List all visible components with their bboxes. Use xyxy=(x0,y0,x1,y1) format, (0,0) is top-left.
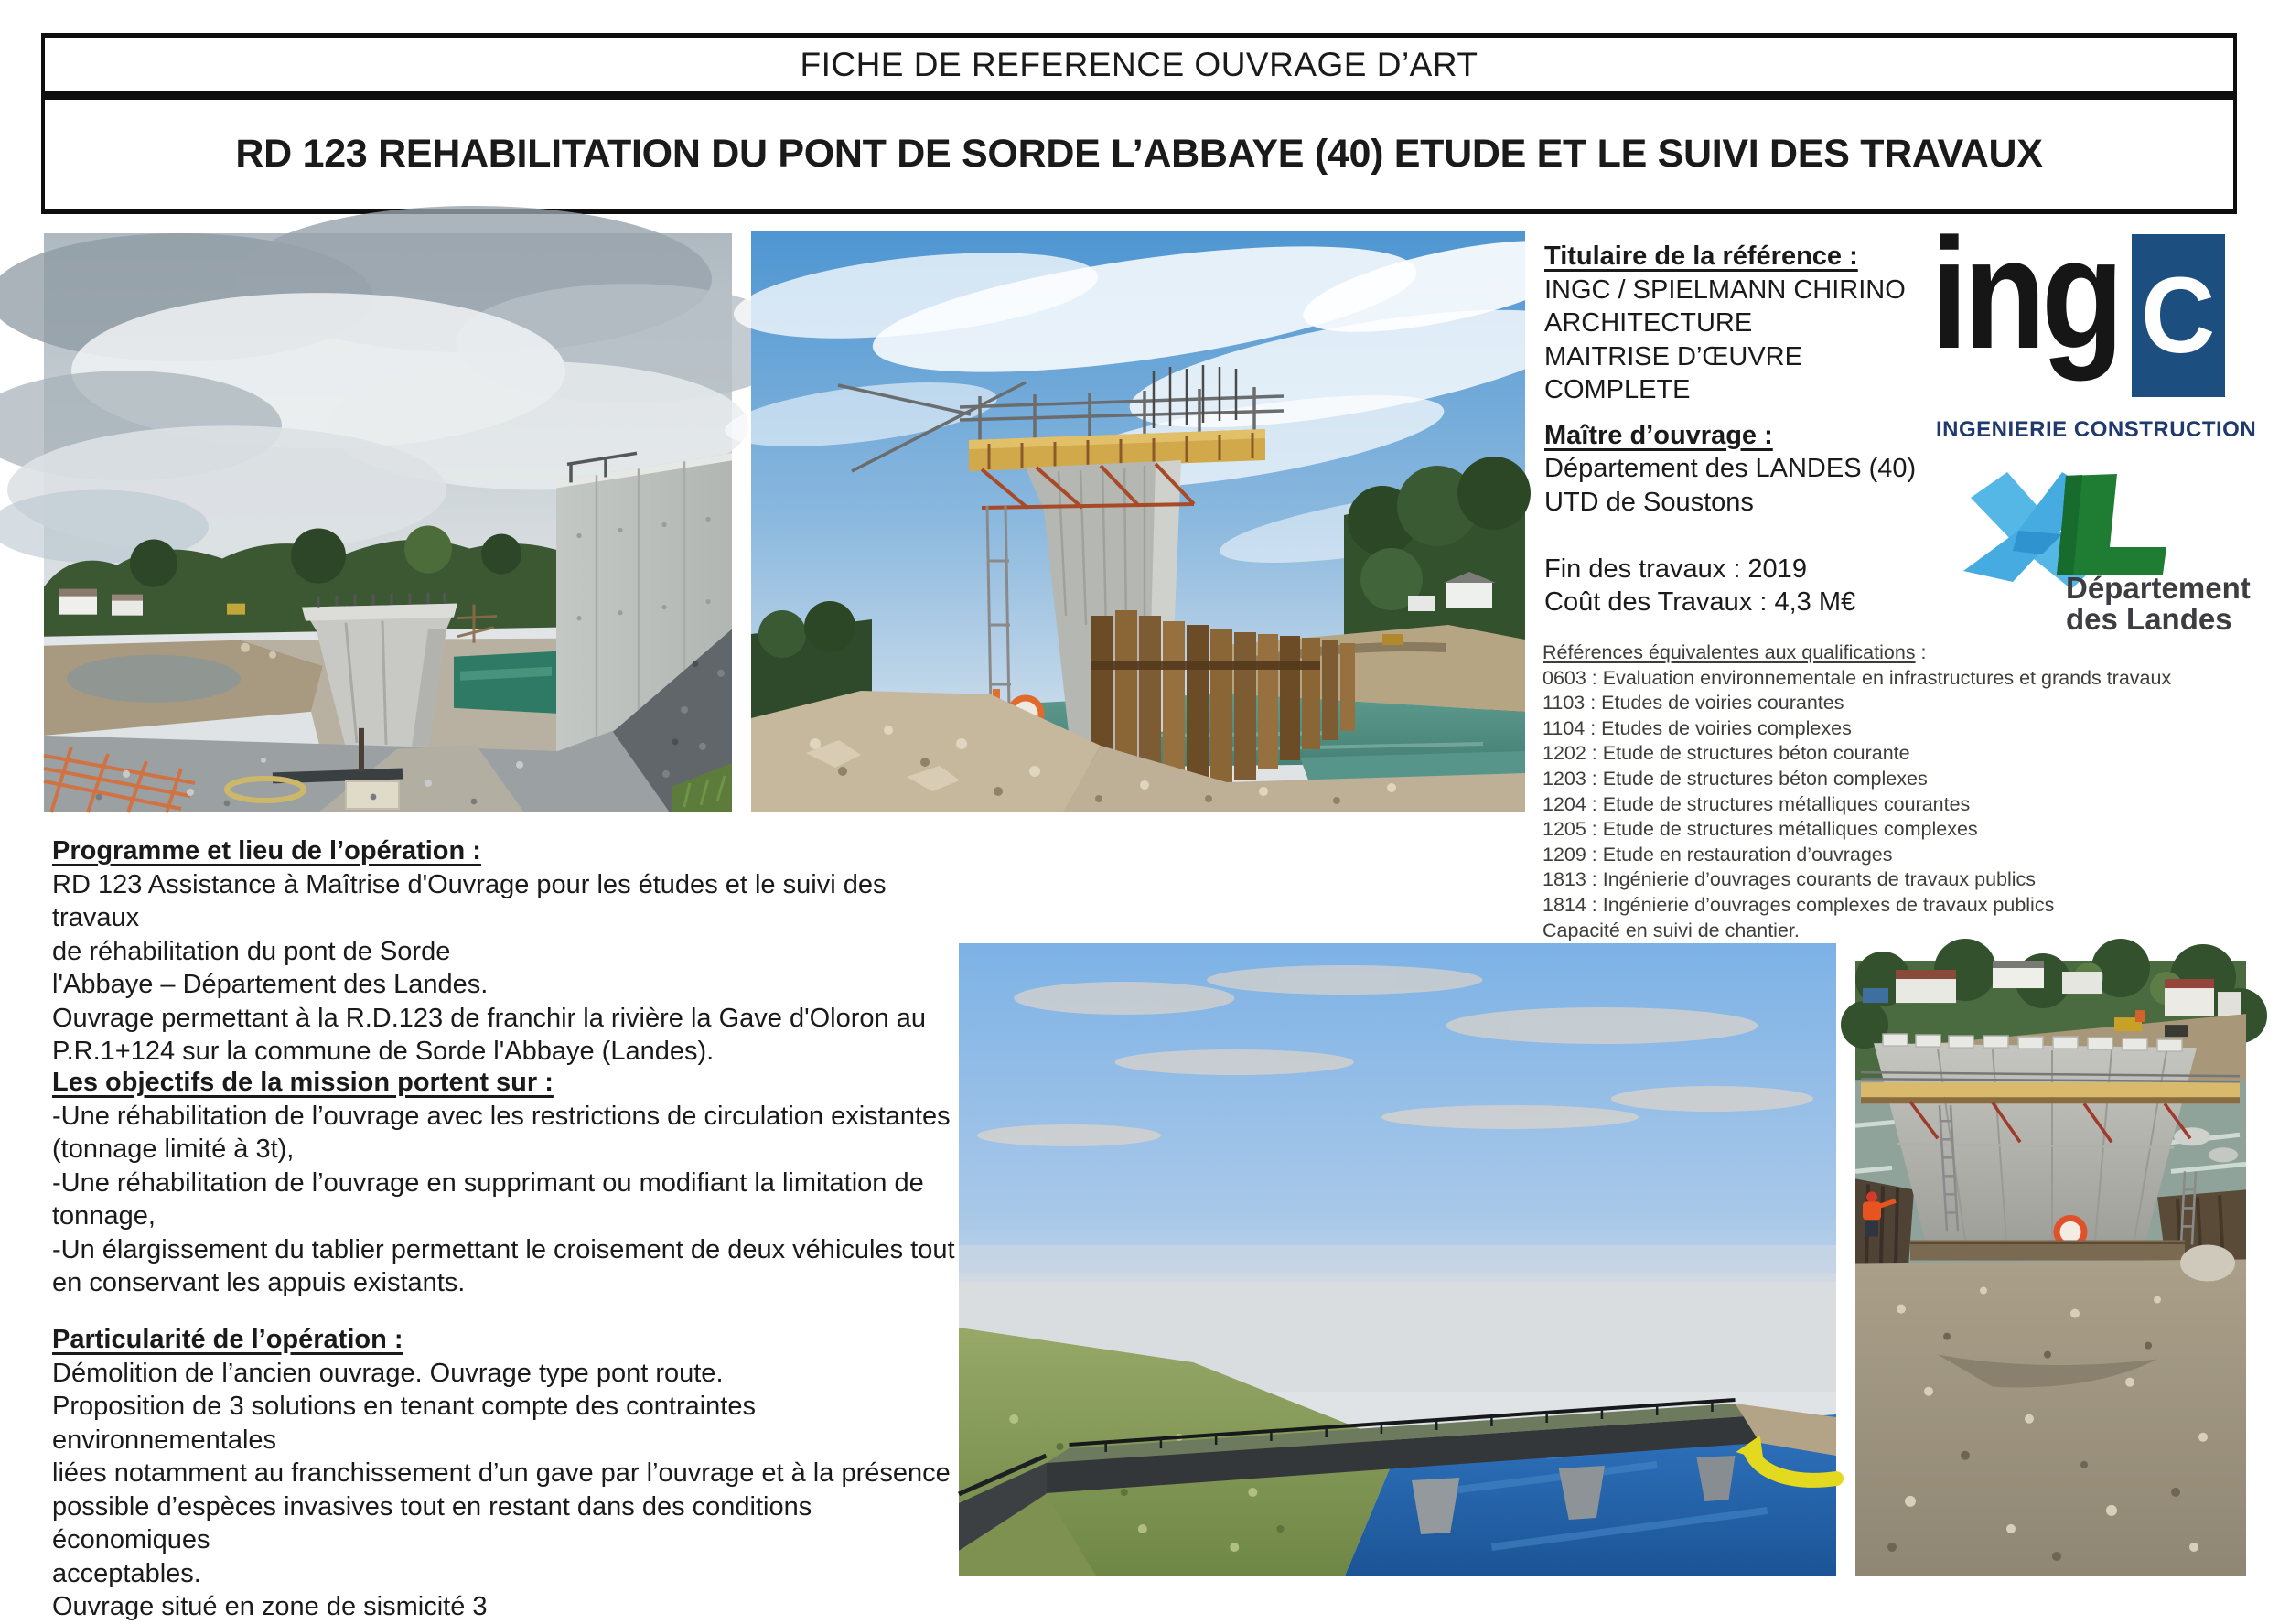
section-particularite-heading: Particularité de l’opération : xyxy=(52,1325,403,1354)
qualification-item: 1204 : Etude de structures métalliques courantes xyxy=(1543,792,1971,815)
header-title: FICHE DE REFERENCE OUVRAGE D’ART xyxy=(800,46,1478,83)
photo-site-abutment-wall-art xyxy=(44,233,732,812)
section-particularite xyxy=(52,1323,972,1624)
qualification-item: 1104 : Etudes de voiries complexes xyxy=(1543,716,1852,739)
photo-site-abutment-wall xyxy=(44,233,732,812)
photo-pier-front xyxy=(1855,961,2246,1576)
titulaire-line: ARCHITECTURE xyxy=(1544,308,1753,338)
header-box xyxy=(41,33,2237,95)
spacer xyxy=(1544,519,1938,553)
qualification-item: 0603 : Evaluation environnementale en infrastructures et grands travaux xyxy=(1543,666,2172,689)
fin-travaux: Fin des travaux : 2019 xyxy=(1544,554,1807,584)
maitre-ouvrage-line: Département des LANDES (40) xyxy=(1544,454,1917,483)
xl-caption-line1: Département xyxy=(2066,571,2251,605)
section-programme-line: l'Abbaye – Département des Landes. xyxy=(52,970,489,999)
section-particularite-line: acceptables. xyxy=(52,1558,201,1588)
page-title: RD 123 REHABILITATION DU PONT DE SORDE L’ABBAYE (40) ETUDE ET LE SUIVI DES TRAVAUX xyxy=(235,132,2043,176)
section-objectifs-line: -Une réhabilitation de l’ouvrage avec les restrictions de circulation existantes xyxy=(52,1101,951,1131)
section-programme-line: Ouvrage permettant à la R.D.123 de franchir la rivière la Gave d'Oloron au xyxy=(52,1003,926,1033)
xl-landes-logo xyxy=(1954,463,2249,646)
section-objectifs xyxy=(52,1066,972,1300)
cout-travaux: Coût des Travaux : 4,3 M€ xyxy=(1544,587,1856,617)
section-particularite-line: liées notamment au franchissement d’un gave par l’ouvrage et à la présence xyxy=(52,1458,951,1488)
section-programme xyxy=(52,834,972,1069)
section-particularite-line: Ouvrage situé en zone de sismicité 3 xyxy=(52,1592,488,1621)
section-objectifs-line: -Un élargissement du tablier permettant le croisement de deux véhicules tout xyxy=(52,1234,955,1264)
ingc-logo xyxy=(1929,206,2257,443)
photo-pier-front-art xyxy=(1855,961,2246,1576)
xl-caption-line2: des Landes xyxy=(2066,602,2232,636)
section-programme-line: RD 123 Assistance à Maîtrise d'Ouvrage pour les études et le suivi des travaux xyxy=(52,869,887,932)
titulaire-heading: Titulaire de la référence : xyxy=(1544,242,1858,271)
titulaire-line: COMPLETE xyxy=(1544,375,1691,404)
section-objectifs-line: tonnage, xyxy=(52,1201,156,1231)
photo-pier-cofferdam xyxy=(751,231,1525,812)
qualification-item: 1209 : Etude en restauration d’ouvrages xyxy=(1543,843,1893,866)
main-title-box xyxy=(41,95,2237,214)
titulaire-line: INGC / SPIELMANN CHIRINO xyxy=(1544,274,1906,305)
section-programme-line: de réhabilitation du pont de Sorde xyxy=(52,936,451,966)
qualification-item: 1103 : Etudes de voiries courantes xyxy=(1543,692,1844,715)
section-programme-line: P.R.1+124 sur la commune de Sorde l'Abbaye (Landes). xyxy=(52,1037,715,1066)
qualification-item: 1814 : Ingénierie d’ouvrages complexes de travaux publics xyxy=(1543,893,2055,916)
section-particularite-line: Proposition de 3 solutions en tenant compte des contraintes environnementales xyxy=(52,1392,756,1455)
ingc-logo-subtitle: INGENIERIE CONSTRUCTION xyxy=(1936,417,2257,442)
qualifications-footer: Capacité en suivi de chantier. xyxy=(1543,919,1800,941)
photo-pier-cofferdam-art xyxy=(751,231,1525,812)
reference-panel xyxy=(1544,240,1938,619)
section-objectifs-line: (tonnage limité à 3t), xyxy=(52,1135,295,1164)
qualification-item: 1203 : Etude de structures béton complexes xyxy=(1543,767,1928,790)
qualification-item: 1205 : Etude de structures métalliques complexes xyxy=(1543,818,1978,841)
section-objectifs-heading: Les objectifs de la mission portent sur : xyxy=(52,1068,554,1097)
section-particularite-line: Démolition de l’ancien ouvrage. Ouvrage type pont route. xyxy=(52,1358,724,1388)
qualifications-panel xyxy=(1543,640,2279,943)
qualifications-heading: Références équivalentes aux qualifications : xyxy=(1543,641,1927,663)
qualification-item: 1202 : Etude de structures béton courante xyxy=(1543,742,1910,765)
section-objectifs-line: en conservant les appuis existants. xyxy=(52,1268,466,1297)
section-programme-heading: Programme et lieu de l’opération : xyxy=(52,836,481,866)
render-3d-bridge xyxy=(959,943,1836,1576)
titulaire-line: MAITRISE D’ŒUVRE xyxy=(1544,341,1802,371)
render-3d-bridge-art xyxy=(959,943,1836,1576)
section-particularite-line: possible d’espèces invasives tout en restant dans des conditions économiques xyxy=(52,1491,812,1554)
maitre-ouvrage-heading: Maître d’ouvrage : xyxy=(1544,420,1773,450)
ingc-logo-text: ing xyxy=(1930,206,2120,382)
ingc-logo-c: C xyxy=(2141,255,2216,376)
section-objectifs-line: -Une réhabilitation de l’ouvrage en supprimant ou modifiant la limitation de xyxy=(52,1167,924,1198)
qualification-item: 1813 : Ingénierie d’ouvrages courants de travaux publics xyxy=(1543,868,2037,891)
maitre-ouvrage-line: UTD de Soustons xyxy=(1544,487,1754,517)
ingc-logo-c-box xyxy=(2132,234,2225,397)
